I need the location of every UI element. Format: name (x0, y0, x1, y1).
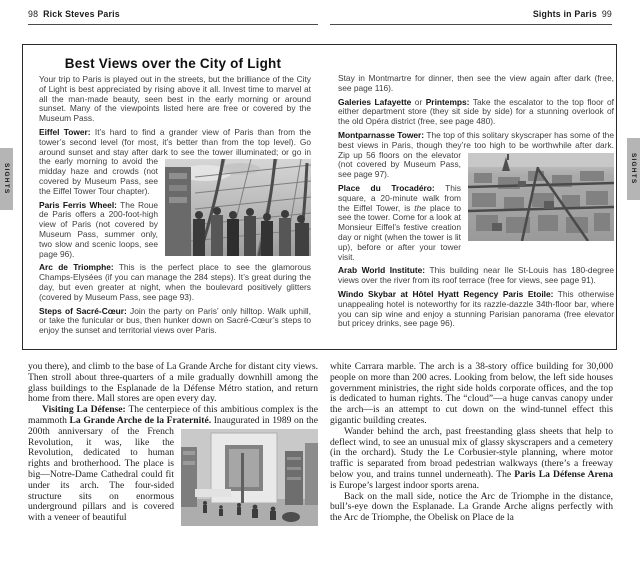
lead-label: Visiting La Défense: (42, 404, 126, 416)
body-paragraph: you there), and climb to the base of La Grande Arche for distant city views. Then stroll about three-quarters of a mile gradually downhill among the glass buildings to the Esplanade de la Défense Métro station, and return home from there. Mall stores are open every day. (28, 361, 318, 405)
lead-label: Arc de Triomphe: (39, 262, 114, 273)
sidebar-left-column (39, 75, 311, 340)
body-paragraph: Wander behind the arch, past freestanding glass sheets that help to deflect wind, to see an unusual mix of glassy skyscrapers and a cemetery (in the orchard). Study the Le Corbusier-style planning, where motor traffic is separated from broad pedestrian walkways (there’s a freeway below you, and trains tunnel underneath). The Paris La Défense Arena is Europe’s largest indoor sports arena. (330, 425, 614, 491)
sidebar-right-column (338, 74, 614, 333)
sidebar-box-title: Best Views over the City of Light (64, 56, 282, 71)
paris-aerial-photo (468, 153, 614, 241)
box-paragraph-trocadero: Place du Trocadéro: This square, a 20-minute walk from the Eiffel Tower, is the place to see the tower. Come for a look at Monsieur Eiffel’s festive creation day or night (when the tower is lit up), before or after your tower visit. (338, 182, 461, 262)
lead-label: Steps of Sacré-Cœur: (39, 305, 127, 316)
box-paragraph-eiffel: Eiffel Tower: It’s hard to find a grander view of Paris than from the tower’s second level (for most, it’s better than from the top level). Go around sunset and stay after dark to see the tower illuminated; or go in the early morning to avoid the midday haze and crowds (not covered by Museum Pass, see the Eiffel Tower Tour chapter). (39, 128, 311, 197)
body-paragraph: white Carrara marble. The arch is a 38-story office building for 30,000 people on more than 200 acres. Looking from below, the left side houses government ministries, the right side holds corporate offices, and the top is dedicated to human rights. The “cloud”—a huge canvas canopy under the arch—is an attempt to cut down on the wind-tunnel effect this gigantic building creates. (330, 361, 613, 426)
lead-label: Paris Ferris Wheel: (39, 199, 117, 210)
box-paragraph-galeries: Galeries Lafayette or Printemps: Take the escalator to the top floor of either department store (they sit side by side) for a stunning overlook of the old Opéra district (free, see page 480). (338, 96, 614, 127)
grande-arche-photo (181, 429, 318, 526)
side-tab-left (0, 148, 13, 210)
box-paragraph-intro: Your trip to Paris is played out in the streets, but the brilliance of the City of Light is best appreciated by rising above it all. Invest time to marvel at all the man-made beauty, seen best in the early morning or around sunset. Many of the viewpoints listed here are free or covered by the Museum Pass. (39, 74, 311, 124)
side-tab-right-label: SIGHTS (630, 153, 637, 185)
lead-label: Printemps: (425, 96, 470, 107)
box-paragraph-arc: Arc de Triomphe: This is the perfect place to see the glamorous Champs-Elysées (if you can manage the 284 steps). It’s great during the day, but even greater at night, when the boulevard positively glitters (covered by Museum Pass, see page 93). (39, 262, 311, 302)
lead-label: Windo Skybar at Hôtel Hyatt Regency Paris Etoile: (338, 288, 554, 299)
body-text-left (28, 362, 318, 529)
sidebar-box (22, 44, 617, 350)
side-tab-right (627, 138, 640, 200)
lead-label: Galeries Lafayette (338, 96, 412, 107)
body-text-right (330, 362, 613, 524)
lead-label: Eiffel Tower: (39, 126, 91, 137)
page-number-left: 98 (28, 9, 39, 19)
box-paragraph-windo: Windo Skybar at Hôtel Hyatt Regency Paris Etoile: This otherwise unappealing hotel is noteworthy for its razzle-dazzle 34th-floor bar, where you can sip wine and enjoy a stunning Parisian panorama (free elevator but pricey drinks, see page 96). (338, 288, 614, 329)
box-paragraph-ferris: Paris Ferris Wheel: The Roue de Paris offers a 200-foot-high view of Paris (not covered by Museum Pass, summer only, two slow and scenic loops, see page 96). (39, 199, 158, 259)
box-paragraph-montparnasse: Montparnasse Tower: The top of this solitary skyscraper has some of the best views in Paris, though they’re too high to be worthwhile after dark. Zip up 56 floors on the elevator (not covered by Museum Pass, see page 97). (338, 131, 614, 180)
body-paragraph-visiting: Visiting La Défense: The centerpiece of this ambitious complex is the mammoth La Grande Arche de la Fraternité. Inaugurated in 1989 on the 200th anniversary of the French Revolution, it was, like the Revolution, dedicated to human rights and brotherhood. The place is big—Notre-Dame Cathedral could fit under its arch. The four-sided structure sits on enormous underground pillars and is covered with a veneer of beautiful (28, 405, 318, 524)
side-tab-left-label: SIGHTS (3, 163, 10, 195)
lead-label: Place du Trocadéro: (338, 182, 435, 193)
box-paragraph-arab: Arab World Institute: This building near Ile St-Louis has 180-degree views over the river from its roof terrace (free for views, see page 91). (338, 265, 615, 286)
book-title: Rick Steves Paris (43, 9, 120, 19)
header-rule-left (28, 24, 318, 25)
page-number-right: 99 (601, 9, 612, 19)
eiffel-deck-photo (165, 159, 311, 256)
box-paragraph-sacre: Steps of Sacré-Cœur: Join the party on Paris’ only hilltop. Walk uphill, or take the funicular or bus, then hunker down on Sacré-Cœur’s steps to enjoy the sunset and territorial views over Paris. (39, 305, 311, 336)
running-head-left (28, 9, 120, 19)
running-head-right (533, 9, 612, 19)
lead-label: Arab World Institute: (338, 265, 426, 276)
header-rule-right (330, 24, 612, 25)
lead-label: Montparnasse Tower: (338, 129, 425, 140)
box-paragraph-montmartre: Stay in Montmartre for dinner, then see the view again after dark (free, see page 116). (338, 73, 614, 93)
chapter-title: Sights in Paris (532, 9, 597, 19)
body-paragraph: Back on the mall side, notice the Arc de Triomphe in the distance, bull’s-eye down the Esplanade. La Grande Arche aligns perfectly with the Arc de Triomphe, the Obelisk on Place de la (330, 490, 613, 524)
